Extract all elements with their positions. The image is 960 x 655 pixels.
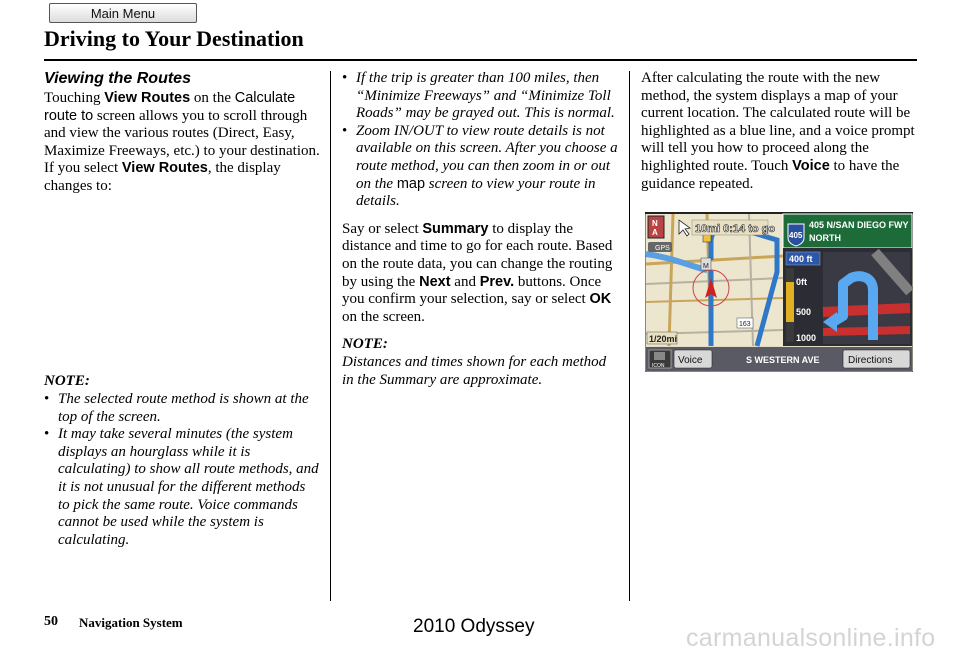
- watermark: carmanualsonline.info: [686, 624, 936, 652]
- svg-text:N: N: [652, 219, 658, 228]
- button-label-view-routes: View Routes: [121, 160, 208, 177]
- screen-label-map: map: [396, 175, 426, 192]
- map-label: M: [703, 263, 709, 270]
- note-item: • It may take several minutes (the system displays an hourglass while it is calculating) to show all route methods, and it is not unusual for the different methods to pick the same route. Voice commands cannot be used while the system is calculating.: [44, 426, 320, 549]
- svg-text:Directions: Directions: [848, 355, 893, 366]
- screen-label-calculate-route: Calculate route to: [44, 90, 296, 124]
- distance-mark: 1000: [796, 333, 817, 343]
- current-street-name: S WESTERN AVE: [746, 355, 820, 365]
- button-label-prev: Prev.: [479, 273, 515, 290]
- note-heading: NOTE:: [342, 336, 388, 353]
- distance-bar: [786, 282, 794, 322]
- button-label-voice: Voice: [792, 157, 830, 174]
- section-heading: Viewing the Routes: [44, 70, 191, 87]
- page-number: 50: [44, 614, 58, 629]
- title-rule: [44, 59, 917, 61]
- button-label-next: Next: [419, 273, 451, 290]
- trip-info: 10mi 0:14 to go: [695, 223, 776, 235]
- note-item: • The selected route method is shown at the top of the screen.: [44, 391, 320, 426]
- column-divider: [330, 71, 331, 601]
- paragraph: Say or select Summary to display the distance and time to go for each route. Based on the route data, you can change the routing by using the Next and Prev. buttons. Once you confirm your selection, say or select OK on the screen.: [342, 220, 613, 325]
- button-label-view-routes: View Routes: [104, 90, 191, 106]
- button-label-summary: Summary: [422, 220, 489, 237]
- column-3: [641, 70, 917, 193]
- section-name: Navigation System: [79, 615, 183, 630]
- svg-text:A: A: [652, 228, 658, 237]
- map-scale: 1/20mi: [649, 334, 678, 344]
- highway-name: 405 N/SAN DIEGO FWY: [809, 220, 909, 230]
- svg-text:Voice: Voice: [678, 355, 703, 366]
- map-label: 163: [739, 321, 751, 328]
- column-2: [342, 70, 618, 389]
- bullet-item: • If the trip is greater than 100 miles, then “Minimize Freeways” and “Minimize Toll Roads” may be grayed out. This is normal.: [342, 70, 618, 123]
- note-text: Distances and times shown for each method in the Summary are approximate.: [342, 353, 607, 388]
- svg-text:GPS: GPS: [655, 245, 670, 252]
- column-1: [44, 70, 320, 548]
- page-title: Driving to Your Destination: [44, 26, 304, 51]
- bullet-item: • Zoom IN/OUT to view route details is not available on this screen. After you choose a route method, you can then zoom in or out on the map screen to view your route in details.: [342, 123, 618, 211]
- highway-direction: NORTH: [809, 233, 841, 243]
- vehicle-model: 2010 Odyssey: [413, 616, 535, 637]
- distance-mark: 0ft: [796, 277, 807, 287]
- column-divider: [629, 71, 630, 601]
- note-list: [44, 391, 320, 549]
- svg-text:ICON: ICON: [652, 363, 665, 369]
- svg-text:405: 405: [789, 231, 803, 240]
- next-turn-distance: 400 ft: [789, 254, 813, 264]
- paragraph: Touching View Routes on the Calculate route to screen allows you to scroll through and view the various routes (Direct, Easy, Maximize Freeways, etc.) to your destination. If you select View Routes, the display changes to:: [44, 90, 320, 194]
- note-heading: NOTE:: [44, 373, 90, 389]
- navigation-screen: [645, 212, 913, 372]
- distance-mark: 500: [796, 307, 812, 317]
- button-label-ok: OK: [589, 291, 612, 308]
- paragraph: After calculating the route with the new method, the system displays a map of your current location. The calculated route will be highlighted as a blue line, and a voice prompt will tell you how to proceed along the highlighted route. Touch Voice to have the guidance repeated.: [641, 70, 915, 192]
- main-menu-button[interactable]: Main Menu: [49, 3, 197, 23]
- bullet-list: [342, 70, 618, 211]
